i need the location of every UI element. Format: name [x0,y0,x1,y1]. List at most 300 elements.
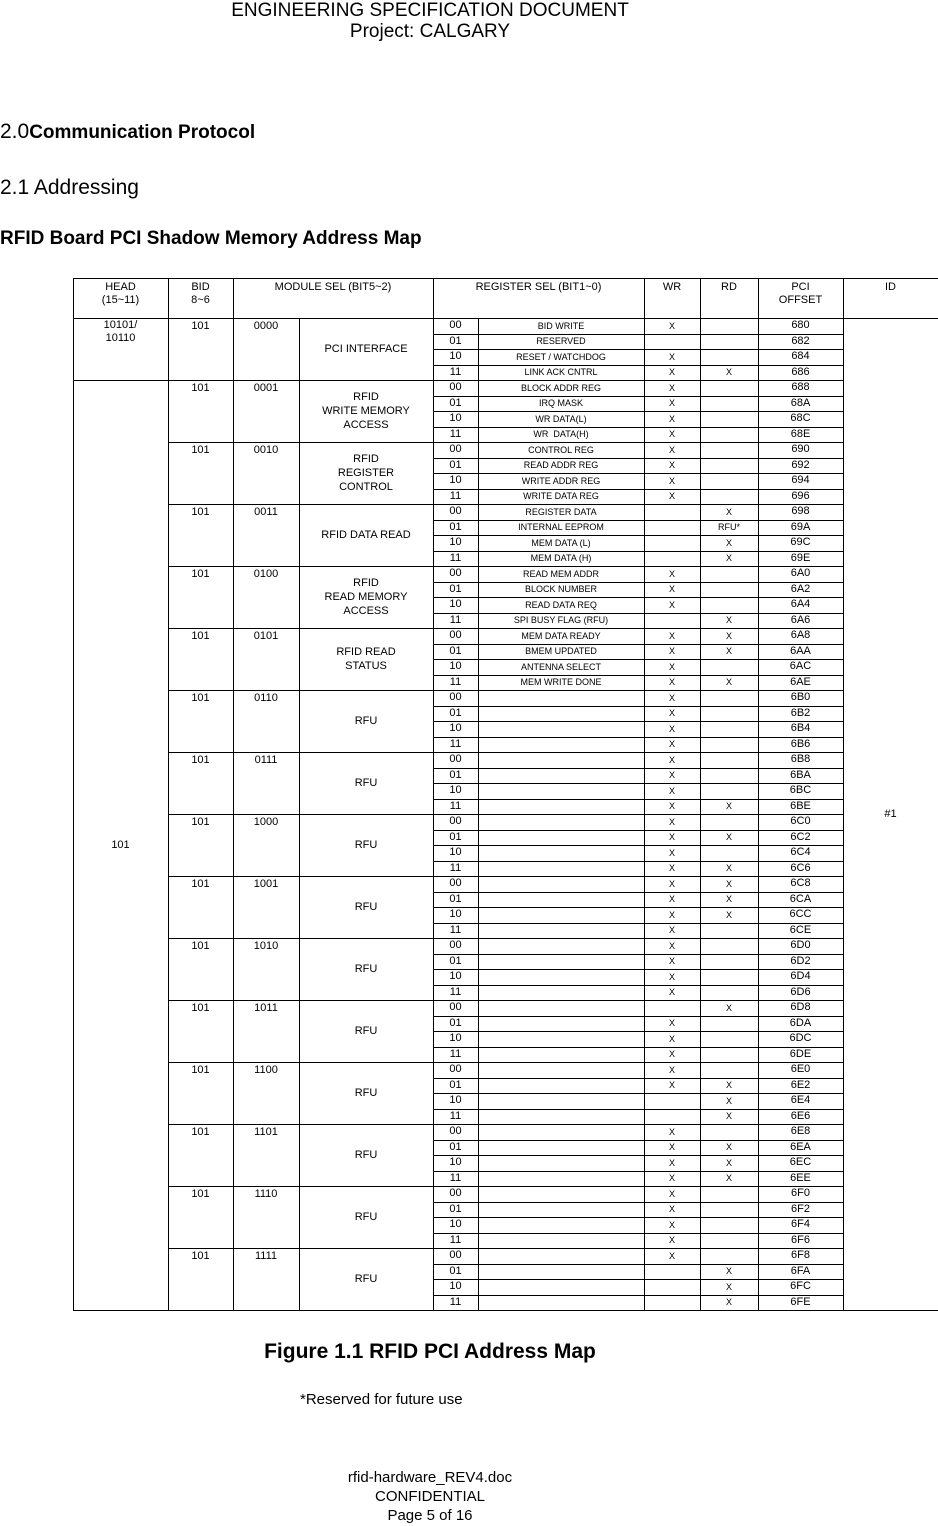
reg-bits: 00 [449,939,462,952]
pci-offset: 6C4 [790,846,811,859]
reg-bits: 10 [449,846,462,859]
reg-name-cell [478,1233,645,1250]
rd-flag: X [725,1002,732,1013]
pci-offset: 6DE [789,1047,812,1060]
pci-offset: 6D8 [790,1001,811,1014]
pci-offset: 69A [790,520,811,533]
rd-flag: X [725,878,732,889]
wr-flag: X [668,599,675,610]
rd-cell [700,1248,759,1265]
rd-cell [700,1062,759,1079]
reg-bits: 10 [449,474,462,487]
reg-name-cell [478,706,645,723]
wr-flag: X [668,398,675,409]
reg-name-cell [478,1031,645,1048]
wr-flag: X [668,832,675,843]
bid-value: 101 [191,506,210,518]
rd-cell [700,489,759,506]
reg-bits: 11 [449,1295,462,1308]
reg-bits: 01 [449,644,462,657]
wr-flag: X [668,460,675,471]
reg-bits: 10 [449,660,462,673]
reg-name-cell [478,1217,645,1234]
reg-name-cell [478,830,645,847]
header-module-label: MODULE SEL (BIT5~2) [274,281,392,293]
rd-flag: X [725,1111,732,1122]
wr-flag: X [668,475,675,486]
figure-caption: Figure 1.1 RFID PCI Address Map [264,1340,596,1363]
wr-flag: X [668,429,675,440]
rd-flag: X [725,537,732,548]
module-name: RFU [354,839,378,851]
head-value-first: 10101/ 10110 [103,319,138,344]
reg-name: READ ADDR REG [523,460,599,471]
wr-cell [644,520,701,537]
pci-offset: 6DC [789,1032,812,1045]
rd-flag: X [725,801,732,812]
wr-flag: X [668,1126,675,1137]
reg-bits: 00 [449,753,462,766]
pci-offset: 6D0 [790,939,811,952]
rd-flag: RFU* [718,522,740,533]
pci-offset: 6C0 [790,815,811,828]
section-name: Communication Protocol [29,122,256,143]
module-name: RFU [354,963,378,975]
reg-bits: 10 [449,1280,462,1293]
reg-bits: 00 [449,567,462,580]
reg-bits: 10 [449,1218,462,1231]
module-sel-value: 1011 [254,1002,278,1014]
reg-name: BLOCK ADDR REG [520,382,602,393]
reg-name-cell [478,1109,645,1126]
reg-name-cell [478,799,645,816]
pci-offset: 6E4 [790,1094,811,1107]
module-sel-value: 1101 [254,1126,278,1138]
pci-offset: 6EA [790,1140,811,1153]
wr-flag: X [668,630,675,641]
pci-offset: 6A2 [790,582,811,595]
reg-bits: 11 [449,861,462,874]
pci-offset: 6F6 [791,1233,810,1246]
reg-bits: 00 [449,1001,462,1014]
reg-bits: 00 [449,443,462,456]
pci-offset: 6EE [790,1171,811,1184]
module-sel-value: 1111 [254,1250,278,1262]
rd-flag: X [725,506,732,517]
wr-cell [644,504,701,521]
wr-flag: X [668,770,675,781]
pci-offset: 6C2 [790,830,811,843]
rd-flag: X [725,1173,732,1184]
wr-flag: X [668,1018,675,1029]
reg-name-cell [478,1140,645,1157]
reg-bits: 01 [449,1264,462,1277]
rd-cell [700,659,759,676]
reg-bits: 00 [449,629,462,642]
header-pci-label: PCI OFFSET [778,281,823,306]
wr-flag: X [668,708,675,719]
wr-flag: X [668,1250,675,1261]
module-sel-value: 0000 [253,320,279,332]
rd-cell [700,752,759,769]
wr-cell [644,613,701,630]
rd-flag: X [725,367,732,378]
reg-name: REGISTER DATA [525,506,597,517]
reg-bits: 10 [449,722,462,735]
rd-cell [700,582,759,599]
pci-offset: 6E8 [790,1125,811,1138]
reg-bits: 11 [449,675,462,688]
reg-name: WR DATA(L) [535,413,587,424]
rd-flag: X [725,677,732,688]
bid-value: 101 [191,1188,210,1200]
reg-bits: 00 [449,381,462,394]
reg-bits: 11 [449,427,462,440]
module-sel-value: 0101 [253,630,279,642]
module-sel-value: 0001 [253,382,279,394]
reg-bits: 01 [449,1016,462,1029]
wr-cell [644,334,701,351]
rd-cell [700,1233,759,1250]
reg-name: RESERVED [536,336,586,347]
pci-offset: 68E [790,427,811,440]
pci-offset: 692 [791,458,810,471]
wr-flag: X [668,1049,675,1060]
rd-flag: X [725,630,732,641]
reg-name-cell [478,923,645,940]
reg-bits: 11 [449,923,462,936]
module-sel-value: 0011 [254,506,278,518]
pci-offset: 680 [791,319,810,332]
bid-value: 101 [191,816,210,828]
module-sel-value: 0100 [253,568,279,580]
rd-cell [700,458,759,475]
rd-cell [700,690,759,707]
pci-offset: 684 [791,350,810,363]
reg-bits: 00 [449,1125,462,1138]
rd-cell [700,318,759,335]
reg-name-cell [478,1171,645,1188]
pci-offset: 6CC [789,908,812,921]
rd-cell [700,783,759,800]
reg-bits: 00 [449,319,462,332]
reg-name-cell [478,1062,645,1079]
pci-offset: 6B6 [790,737,811,750]
pci-offset: 698 [791,505,810,518]
wr-flag: X [668,816,675,827]
wr-flag: X [668,1204,675,1215]
pci-offset: 6B0 [790,691,811,704]
pci-offset: 6F4 [791,1218,810,1231]
reg-bits: 00 [449,877,462,890]
header-id-label: ID [885,281,896,293]
rd-flag: X [725,615,732,626]
reg-bits: 01 [449,1202,462,1215]
reg-bits: 01 [449,706,462,719]
reg-name-cell [478,1248,645,1265]
reg-name-cell [478,1264,645,1281]
bid-value: 101 [191,692,210,704]
wr-flag: X [668,1188,675,1199]
address-map-table [73,278,938,1314]
module-name: RFU [354,901,378,913]
pci-offset: 6AA [790,644,811,657]
header-register-label: REGISTER SEL (BIT1~0) [475,281,602,293]
bid-value: 101 [191,630,210,642]
section-title [0,120,255,144]
reg-bits: 10 [449,1094,462,1107]
reg-bits: 01 [449,396,462,409]
pci-offset: 6D6 [790,985,811,998]
id-value: #1 [884,808,897,820]
reg-name-cell [478,969,645,986]
reg-name-cell [478,861,645,878]
wr-flag: X [668,568,675,579]
rd-flag: X [725,894,732,905]
reg-name: LINK ACK CNTRL [524,367,598,378]
bid-value: 101 [191,568,210,580]
rd-cell [700,721,759,738]
wr-flag: X [668,956,675,967]
wr-flag: X [668,1033,675,1044]
pci-offset: 6F8 [791,1249,810,1262]
wr-flag: X [668,925,675,936]
footnote: *Reserved for future use [300,1391,463,1408]
reg-bits: 10 [449,350,462,363]
reg-name-cell [478,1155,645,1172]
reg-name-cell [478,954,645,971]
pci-offset: 6DA [789,1016,812,1029]
wr-flag: X [668,1235,675,1246]
wr-flag: X [668,1219,675,1230]
pci-offset: 686 [791,365,810,378]
module-sel-value: 1010 [253,940,279,952]
module-sel-value: 1100 [254,1064,278,1076]
wr-flag: X [668,878,675,889]
reg-name-cell [478,1202,645,1219]
bid-value: 101 [191,940,210,952]
reg-name-cell [478,1078,645,1095]
reg-bits: 11 [449,1233,462,1246]
module-name: RFID REGISTER CONTROL [337,453,395,493]
pci-offset: 6E2 [790,1078,811,1091]
module-name: RFU [354,1273,378,1285]
bid-value: 101 [191,878,210,890]
pci-offset: 6F0 [791,1187,810,1200]
reg-name: MEM DATA (L) [531,537,591,548]
wr-flag: X [668,909,675,920]
module-name: PCI INTERFACE [324,343,408,355]
pci-offset: 6FC [790,1280,811,1293]
rd-cell [700,737,759,754]
rd-cell [700,427,759,444]
reg-bits: 11 [449,799,462,812]
wr-cell [644,1000,701,1017]
module-name: RFID READ STATUS [336,646,396,672]
wr-flag: X [668,723,675,734]
rd-cell [700,706,759,723]
reg-name-cell [478,721,645,738]
pci-offset: 6B8 [790,753,811,766]
map-title: RFID Board PCI Shadow Memory Address Map [0,228,422,249]
rd-cell [700,473,759,490]
reg-bits: 11 [449,613,462,626]
wr-flag: X [668,1173,675,1184]
reg-name-cell [478,737,645,754]
wr-flag: X [668,320,675,331]
reg-bits: 01 [449,830,462,843]
rd-cell [700,845,759,862]
pci-offset: 6AE [790,675,811,688]
rd-cell [700,1202,759,1219]
pci-offset: 6CE [789,923,812,936]
wr-flag: X [668,1142,675,1153]
module-name: RFID WRITE MEMORY ACCESS [322,391,410,431]
wr-cell [644,1109,701,1126]
wr-flag: X [668,987,675,998]
module-name: RFU [354,1087,378,1099]
reg-name: BID WRITE [537,320,585,331]
bid-value: 101 [191,754,210,766]
pci-offset: 6BA [790,768,811,781]
pci-offset: 688 [791,381,810,394]
rd-cell [700,985,759,1002]
reg-bits: 01 [449,1078,462,1091]
reg-name: BLOCK NUMBER [524,584,597,595]
reg-bits: 11 [449,365,462,378]
reg-bits: 01 [449,458,462,471]
rd-cell [700,923,759,940]
reg-bits: 00 [449,1187,462,1200]
wr-flag: X [668,382,675,393]
reg-bits: 11 [449,1047,462,1060]
wr-flag: X [668,739,675,750]
reg-name: WRITE ADDR REG [521,475,601,486]
wr-cell [644,535,701,552]
reg-bits: 11 [449,985,462,998]
module-name: RFU [354,777,378,789]
pci-offset: 6B2 [790,706,811,719]
reg-bits: 10 [449,412,462,425]
reg-name: IRQ MASK [538,398,583,409]
pci-offset: 6A8 [790,629,811,642]
bid-value: 101 [191,320,210,332]
wr-flag: X [668,1080,675,1091]
subsection-title: 2.1 Addressing [0,176,139,199]
reg-name: MEM DATA READY [521,630,601,641]
reg-bits: 00 [449,1063,462,1076]
rd-cell [700,814,759,831]
reg-bits: 00 [449,815,462,828]
rd-flag: X [725,1297,732,1308]
bid-value: 101 [191,444,210,456]
reg-bits: 11 [449,737,462,750]
reg-name-cell [478,1124,645,1141]
module-name: RFU [354,715,378,727]
reg-name: INTERNAL EEPROM [518,522,604,533]
wr-cell [644,1279,701,1296]
rd-flag: X [725,553,732,564]
pci-offset: 6E6 [790,1109,811,1122]
pci-offset: 6FA [790,1264,811,1277]
wr-flag: X [668,1157,675,1168]
reg-bits: 01 [449,520,462,533]
pci-offset: 69C [790,536,811,549]
module-sel-value: 1001 [253,878,279,890]
doc-header-project: Project: CALGARY [349,21,511,42]
pci-offset: 6A6 [790,613,811,626]
reg-name-cell [478,752,645,769]
reg-bits: 11 [449,551,462,564]
reg-name-cell [478,690,645,707]
reg-name-cell [478,845,645,862]
rd-cell [700,411,759,428]
bid-value: 101 [191,382,210,394]
pci-offset: 6CA [789,892,812,905]
reg-bits: 00 [449,691,462,704]
reg-bits: 00 [449,1249,462,1262]
wr-flag: X [668,785,675,796]
reg-name-cell [478,1016,645,1033]
wr-flag: X [668,801,675,812]
rd-cell [700,1124,759,1141]
wr-flag: X [668,971,675,982]
footer-filename: rfid-hardware_REV4.doc [347,1469,513,1486]
reg-name: MEM WRITE DONE [520,677,602,688]
rd-flag: X [725,909,732,920]
reg-name-cell [478,1047,645,1064]
rd-cell [700,1016,759,1033]
pci-offset: 6C8 [790,877,811,890]
reg-name: BMEM UPDATED [525,646,597,657]
rd-flag: X [725,646,732,657]
wr-flag: X [668,677,675,688]
reg-name-cell [478,814,645,831]
module-name: RFU [354,1025,378,1037]
reg-bits: 10 [449,784,462,797]
rd-flag: X [725,863,732,874]
pci-offset: 696 [791,489,810,502]
wr-flag: X [668,491,675,502]
reg-name: READ DATA REQ [525,599,597,610]
pci-offset: 694 [791,474,810,487]
wr-cell [644,551,701,568]
reg-name-cell [478,892,645,909]
module-sel-value: 0111 [254,754,278,766]
bid-value: 101 [191,1064,210,1076]
pci-offset: 6BE [790,799,811,812]
reg-bits: 11 [449,489,462,502]
rd-flag: X [725,1142,732,1153]
head-value-rest: 101 [111,839,130,851]
rd-flag: X [725,1157,732,1168]
reg-bits: 10 [449,1156,462,1169]
header-bid-label: BID 8~6 [191,281,210,306]
wr-flag: X [668,646,675,657]
rd-cell [700,1047,759,1064]
rd-cell [700,1217,759,1234]
module-sel-value: 0110 [254,692,278,704]
wr-flag: X [668,692,675,703]
wr-flag: X [668,754,675,765]
rd-cell [700,566,759,583]
module-sel-value: 0010 [253,444,279,456]
reg-bits: 01 [449,954,462,967]
pci-offset: 68C [790,412,811,425]
rd-cell [700,954,759,971]
reg-bits: 10 [449,598,462,611]
reg-name: SPI BUSY FLAG (RFU) [513,615,609,626]
